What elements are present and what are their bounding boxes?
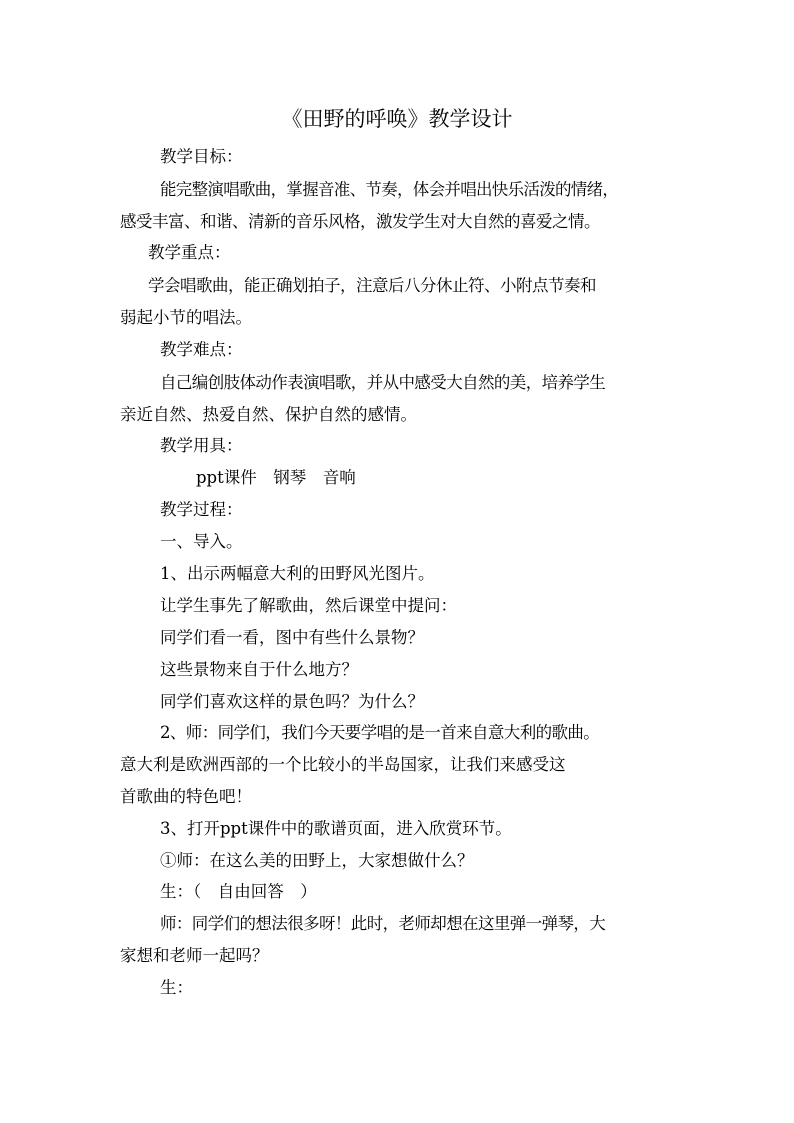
teacher-line: ①师：在这么美的田野上，大家想做什么？ — [160, 851, 474, 870]
heading-objectives: 教学目标： — [160, 147, 243, 166]
question-line: 同学们喜欢这样的景色吗？为什么？ — [160, 692, 424, 711]
tools-list: ppt课件 钢琴 音响 — [196, 468, 356, 487]
heading-process: 教学过程： — [160, 500, 243, 519]
step-2: 2、师：同学们，我们今天要学唱的是一首来自意大利的歌曲。 — [160, 723, 600, 742]
step-1: 1、出示两幅意大利的田野风光图片。 — [160, 564, 435, 583]
student-line: 生： — [160, 978, 193, 997]
question-line: 同学们看一看，图中有些什么景物？ — [160, 628, 424, 647]
teacher-line: 师：同学们的想法很多呀！此时，老师却想在这里弹一弹琴，大 — [160, 914, 606, 933]
student-line: 生：（ 自由回答 ） — [160, 882, 317, 901]
paragraph-line: 自己编创肢体动作表演唱歌，并从中感受大自然的美，培养学生 — [160, 373, 606, 392]
heading-key-points: 教学重点： — [148, 243, 231, 262]
paragraph-line: 意大利是欧洲西部的一个比较小的半岛国家，让我们来感受这 — [120, 755, 566, 774]
paragraph-line: 感受丰富、和谐、清新的音乐风格，激发学生对大自然的喜爱之情。 — [120, 212, 600, 231]
paragraph-line: 首歌曲的特色吧！ — [120, 787, 252, 806]
paragraph-line: 家想和老师一起吗？ — [120, 946, 269, 965]
step-3: 3、打开ppt课件中的歌谱页面，进入欣赏环节。 — [160, 819, 512, 838]
paragraph-line: 亲近自然、热爱自然、保护自然的感情。 — [120, 405, 417, 424]
heading-difficulties: 教学难点： — [160, 340, 243, 359]
paragraph-line: 弱起小节的唱法。 — [120, 308, 252, 327]
document-title: 《田野的呼唤》教学设计 — [281, 107, 513, 131]
question-line: 这些景物来自于什么地方？ — [160, 660, 358, 679]
paragraph-line: 能完整演唱歌曲，掌握音准、节奏，体会并唱出快乐活泼的情绪， — [160, 180, 619, 199]
paragraph-line: 学会唱歌曲，能正确划拍子，注意后八分休止符、小附点节奏和 — [148, 276, 596, 295]
paragraph-line: 让学生事先了解歌曲，然后课堂中提问： — [160, 596, 457, 615]
section-intro: 一、导入。 — [160, 532, 243, 551]
heading-tools: 教学用具： — [160, 436, 243, 455]
